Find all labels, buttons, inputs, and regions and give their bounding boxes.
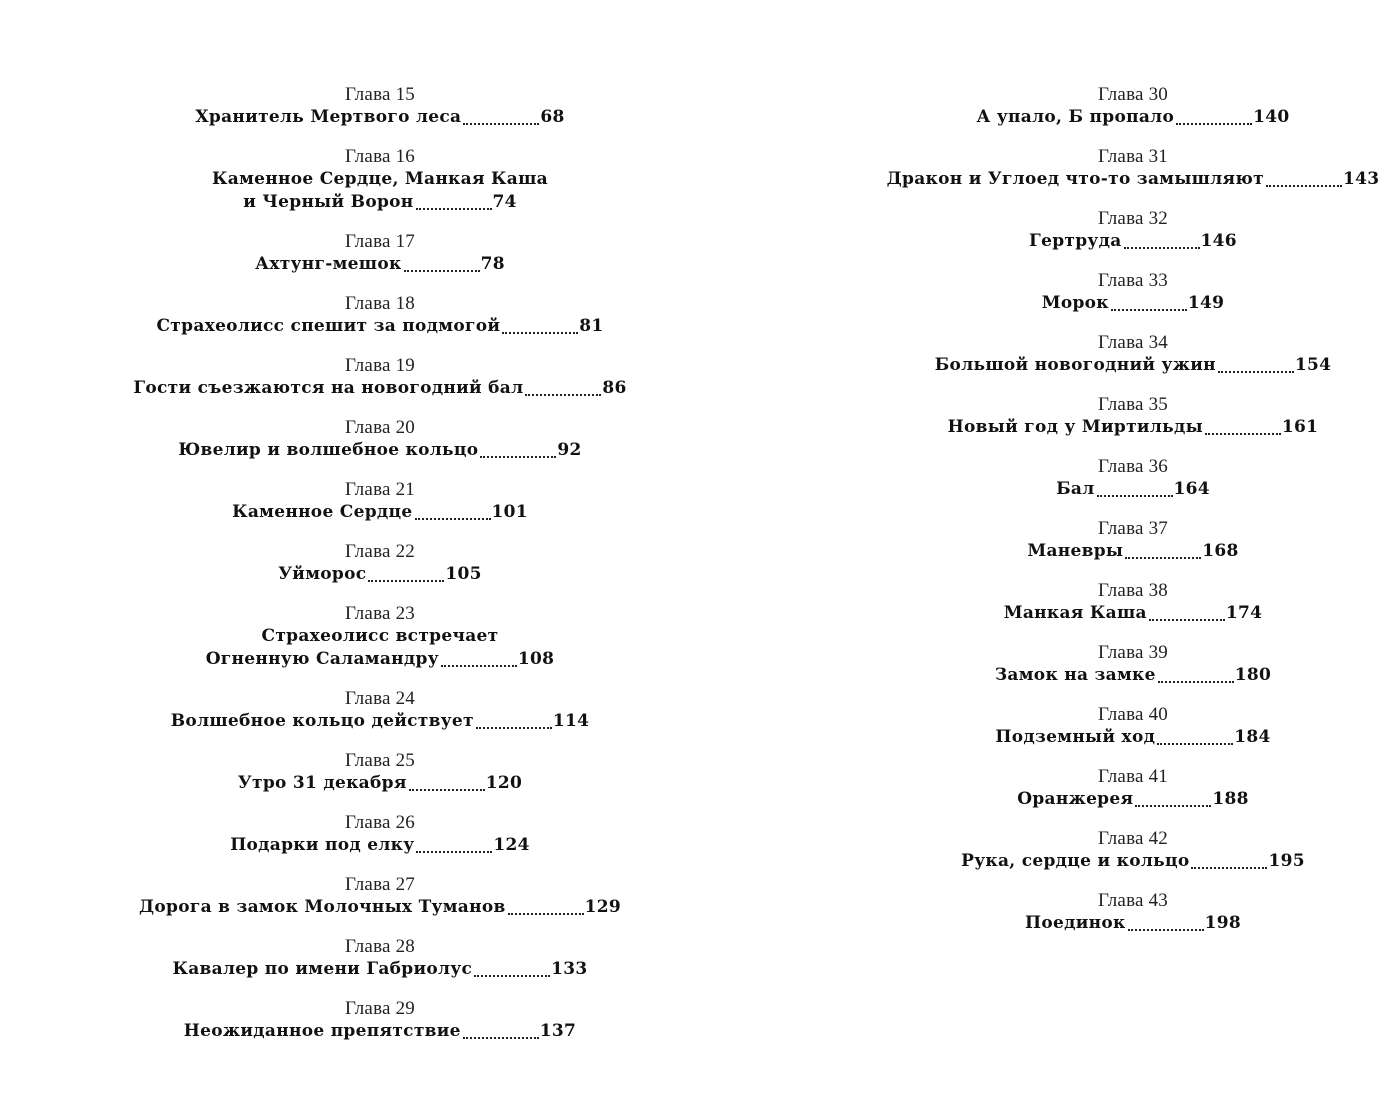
- dot-leader: [1158, 681, 1234, 683]
- chapter-title: [278, 563, 482, 586]
- page-number: 195: [1268, 851, 1305, 871]
- chapter-title: [195, 106, 564, 129]
- dot-leader: [1205, 433, 1281, 435]
- chapter-title-text: Дракон и Углоед что-то замышляют: [886, 169, 1264, 189]
- chapter-title-line: [1056, 478, 1210, 501]
- chapter-title-line: [178, 439, 581, 462]
- table-of-contents-right: [759, 84, 1396, 952]
- chapter-title-line: [212, 168, 548, 191]
- chapter-number: Глава 23: [345, 603, 415, 624]
- page-number: 78: [480, 254, 505, 274]
- dot-leader: [476, 727, 552, 729]
- chapter-title-text: Волшебное кольцо действует: [170, 711, 474, 731]
- chapter-number: Глава 24: [345, 688, 415, 709]
- chapter-number: Глава 34: [1098, 332, 1168, 353]
- chapter-title: [139, 896, 621, 919]
- chapter-number: Глава 19: [345, 355, 415, 376]
- chapter-title-text: Поединок: [1025, 913, 1126, 933]
- dot-leader: [525, 394, 601, 396]
- page-number: 129: [584, 897, 621, 917]
- chapter-title: [238, 772, 522, 795]
- page-number: 140: [1253, 107, 1290, 127]
- chapter-title: [995, 726, 1270, 749]
- chapter-title: [156, 315, 603, 338]
- chapter-title-line: [255, 253, 505, 276]
- chapter-title-line: [133, 377, 626, 400]
- chapter-title-text: Каменное Сердце: [232, 502, 413, 522]
- page-number: 101: [491, 502, 528, 522]
- toc-entry: [1056, 456, 1210, 518]
- chapter-number: Глава 33: [1098, 270, 1168, 291]
- chapter-title: [948, 416, 1319, 439]
- chapter-number: Глава 37: [1098, 518, 1168, 539]
- toc-entry: [995, 642, 1271, 704]
- chapter-number: Глава 16: [345, 146, 415, 167]
- chapter-title-text: Новый год у Миртильды: [947, 417, 1203, 437]
- page-number: 188: [1212, 789, 1249, 809]
- toc-entry: [948, 394, 1319, 456]
- chapter-title: [206, 625, 555, 671]
- toc-entry: [156, 293, 603, 355]
- chapter-title: [935, 354, 1332, 377]
- chapter-title-line: [995, 664, 1271, 687]
- toc-entry: [133, 355, 626, 417]
- chapter-title-text: Оранжерея: [1017, 789, 1134, 809]
- toc-entry: [1017, 766, 1249, 828]
- chapter-title-text: Гертруда: [1029, 231, 1122, 251]
- chapter-title: [133, 377, 626, 400]
- dot-leader: [415, 518, 491, 520]
- toc-entry: [178, 417, 581, 479]
- page-number: 133: [551, 959, 588, 979]
- chapter-number: Глава 21: [345, 479, 415, 500]
- page-number: 146: [1200, 231, 1237, 251]
- chapter-title-text: Манкая Каша: [1003, 603, 1147, 623]
- page-number: 137: [539, 1021, 577, 1041]
- toc-entry: [184, 998, 576, 1060]
- chapter-number: Глава 26: [345, 812, 415, 833]
- toc-entry: [887, 146, 1380, 208]
- right-page: [760, 0, 1396, 1117]
- chapter-number: Глава 22: [345, 541, 415, 562]
- dot-leader: [1124, 247, 1200, 249]
- dot-leader: [1266, 185, 1342, 187]
- chapter-title-text: Неожиданное препятствие: [183, 1021, 461, 1041]
- chapter-title-text: Морок: [1041, 293, 1109, 313]
- chapter-title-line: [887, 168, 1380, 191]
- chapter-title-text: Хранитель Мертвого леса: [195, 107, 462, 127]
- chapter-title-line: [1017, 788, 1249, 811]
- chapter-number: Глава 18: [345, 293, 415, 314]
- chapter-title-text: Подарки под елку: [230, 835, 415, 855]
- chapter-title-line: [232, 501, 528, 524]
- dot-leader: [409, 789, 485, 791]
- page-number: 164: [1173, 479, 1210, 499]
- chapter-title-line: [206, 625, 555, 648]
- chapter-title: [961, 850, 1305, 873]
- page-number: 180: [1234, 665, 1272, 685]
- chapter-title-line: [171, 710, 589, 733]
- chapter-title-text: Подземный ход: [995, 727, 1156, 747]
- page-number: 86: [602, 378, 627, 398]
- page-number: 92: [557, 440, 582, 460]
- toc-entry: [1025, 890, 1241, 952]
- dot-leader: [463, 1037, 539, 1039]
- chapter-title-line: [948, 416, 1319, 439]
- dot-leader: [1218, 371, 1294, 373]
- toc-entry: [1004, 580, 1263, 642]
- chapter-title-line: [1027, 540, 1238, 563]
- chapter-title-line: [995, 726, 1270, 749]
- toc-entry: [238, 750, 522, 812]
- dot-leader: [1097, 495, 1173, 497]
- toc-entry: [212, 146, 548, 231]
- toc-entry: [1029, 208, 1237, 270]
- page-number: 198: [1204, 913, 1241, 933]
- dot-leader: [502, 332, 578, 334]
- page-number: 143: [1342, 169, 1380, 189]
- chapter-number: Глава 20: [345, 417, 415, 438]
- dot-leader: [368, 580, 444, 582]
- chapter-number: Глава 35: [1098, 394, 1168, 415]
- chapter-title-line: [139, 896, 621, 919]
- dot-leader: [1191, 867, 1267, 869]
- chapter-title-text: Рука, сердце и кольцо: [961, 851, 1190, 871]
- chapter-number: Глава 27: [345, 874, 415, 895]
- dot-leader: [404, 270, 480, 272]
- toc-entry: [232, 479, 528, 541]
- dot-leader: [1149, 619, 1225, 621]
- dot-leader: [463, 123, 539, 125]
- chapter-title-line: [238, 772, 522, 795]
- dot-leader: [416, 851, 492, 853]
- page-number: 114: [552, 711, 590, 731]
- chapter-title-text: Кавалер по имени Габриолус: [172, 959, 473, 979]
- chapter-title: [1025, 912, 1241, 935]
- dot-leader: [1176, 123, 1252, 125]
- toc-entry: [172, 936, 587, 998]
- dot-leader: [1125, 557, 1201, 559]
- chapter-title: [212, 168, 548, 214]
- chapter-title-text: Страхеолисс спешит за подмогой: [156, 316, 501, 336]
- toc-entry: [230, 812, 530, 874]
- page-number: 161: [1281, 417, 1319, 437]
- chapter-title: [995, 664, 1271, 687]
- table-of-contents-left: [0, 84, 760, 1060]
- chapter-title-text: Замок на замке: [994, 665, 1156, 685]
- chapter-title-text: Маневры: [1027, 541, 1124, 561]
- chapter-title-text: и Черный Ворон: [243, 192, 414, 212]
- chapter-number: Глава 28: [345, 936, 415, 957]
- page-number: 105: [445, 564, 482, 584]
- chapter-title-line: [212, 191, 548, 214]
- page-number: 174: [1225, 603, 1263, 623]
- chapter-title-text: Бал: [1056, 479, 1095, 499]
- chapter-title: [255, 253, 505, 276]
- chapter-title: [977, 106, 1290, 129]
- chapter-title-line: [278, 563, 482, 586]
- page-number: 184: [1234, 727, 1271, 747]
- chapter-title: [1042, 292, 1225, 315]
- chapter-number: Глава 38: [1098, 580, 1168, 601]
- dot-leader: [480, 456, 556, 458]
- chapter-title-line: [230, 834, 530, 857]
- page-number: 168: [1202, 541, 1239, 561]
- page-number: 68: [540, 107, 565, 127]
- chapter-number: Глава 36: [1098, 456, 1168, 477]
- chapter-title: [1004, 602, 1263, 625]
- dot-leader: [1157, 743, 1233, 745]
- chapter-title-line: [961, 850, 1305, 873]
- chapter-number: Глава 31: [1098, 146, 1168, 167]
- page-number: 149: [1187, 293, 1225, 313]
- toc-entry: [961, 828, 1305, 890]
- chapter-title: [1027, 540, 1238, 563]
- chapter-number: Глава 39: [1098, 642, 1168, 663]
- page-number: 74: [492, 192, 517, 212]
- chapter-title-line: [184, 1020, 576, 1043]
- dot-leader: [416, 208, 492, 210]
- chapter-title-text: Каменное Сердце, Манкая Каша: [211, 169, 548, 189]
- dot-leader: [441, 665, 517, 667]
- toc-entry: [139, 874, 621, 936]
- dot-leader: [1111, 309, 1187, 311]
- page-number: 120: [485, 773, 523, 793]
- chapter-number: Глава 15: [345, 84, 415, 105]
- chapter-title-line: [977, 106, 1290, 129]
- chapter-title-text: Утро 31 декабря: [237, 773, 407, 793]
- chapter-title-line: [206, 648, 555, 671]
- page-number: 81: [579, 316, 604, 336]
- chapter-title: [232, 501, 528, 524]
- toc-entry: [206, 603, 555, 688]
- chapter-title-line: [1025, 912, 1241, 935]
- chapter-title-line: [935, 354, 1332, 377]
- toc-entry: [935, 332, 1332, 394]
- chapter-title-line: [195, 106, 564, 129]
- chapter-title-line: [1029, 230, 1237, 253]
- chapter-title-text: Дорога в замок Молочных Туманов: [139, 897, 506, 917]
- chapter-number: Глава 40: [1098, 704, 1168, 725]
- toc-entry: [977, 84, 1290, 146]
- toc-entry: [1027, 518, 1238, 580]
- chapter-number: Глава 30: [1098, 84, 1168, 105]
- chapter-number: Глава 29: [345, 998, 415, 1019]
- chapter-number: Глава 43: [1098, 890, 1168, 911]
- dot-leader: [474, 975, 550, 977]
- chapter-title-text: А упало, Б пропало: [976, 107, 1175, 127]
- chapter-number: Глава 17: [345, 231, 415, 252]
- chapter-title: [178, 439, 581, 462]
- toc-entry: [255, 231, 505, 293]
- chapter-number: Глава 42: [1098, 828, 1168, 849]
- chapter-title: [1056, 478, 1210, 501]
- chapter-title: [230, 834, 530, 857]
- chapter-title-text: Гости съезжаются на новогодний бал: [133, 378, 524, 398]
- chapter-title-text: Уйморос: [278, 564, 367, 584]
- dot-leader: [508, 913, 584, 915]
- toc-entry: [171, 688, 589, 750]
- dot-leader: [1128, 929, 1204, 931]
- chapter-title: [887, 168, 1380, 191]
- chapter-title: [1029, 230, 1237, 253]
- dot-leader: [1135, 805, 1211, 807]
- chapter-number: Глава 41: [1098, 766, 1168, 787]
- chapter-title-line: [172, 958, 587, 981]
- chapter-title-text: Большой новогодний ужин: [934, 355, 1216, 375]
- toc-entry: [995, 704, 1270, 766]
- chapter-title: [171, 710, 589, 733]
- chapter-number: Глава 32: [1098, 208, 1168, 229]
- toc-entry: [278, 541, 482, 603]
- chapter-number: Глава 25: [345, 750, 415, 771]
- toc-entry: [1042, 270, 1225, 332]
- toc-entry: [195, 84, 564, 146]
- page-number: 154: [1294, 355, 1332, 375]
- chapter-title-text: Ювелир и волшебное кольцо: [178, 440, 479, 460]
- chapter-title-text: Огненную Саламандру: [205, 649, 439, 669]
- chapter-title-line: [1004, 602, 1263, 625]
- chapter-title-text: Страхеолисс встречает: [261, 626, 499, 646]
- page-number: 108: [517, 649, 555, 669]
- chapter-title: [1017, 788, 1249, 811]
- chapter-title: [172, 958, 587, 981]
- chapter-title-text: Ахтунг-мешок: [255, 254, 402, 274]
- chapter-title-line: [156, 315, 603, 338]
- chapter-title-line: [1042, 292, 1225, 315]
- chapter-title: [184, 1020, 576, 1043]
- page-number: 124: [493, 835, 530, 855]
